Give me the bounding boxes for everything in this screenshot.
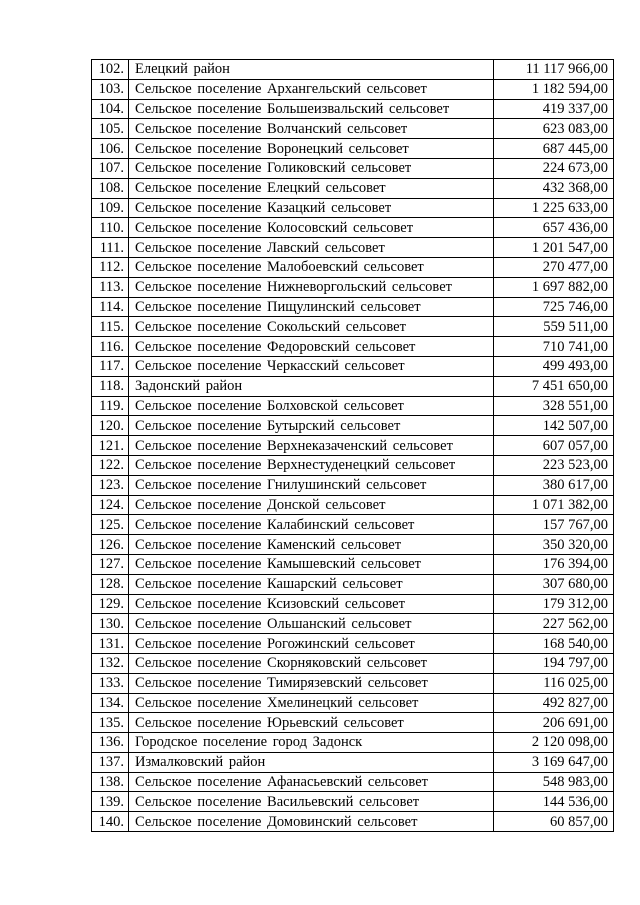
row-name: Сельское поселение Домовинский сельсовет — [129, 812, 494, 832]
table-row — [92, 178, 614, 198]
row-number: 113. — [92, 277, 129, 297]
table-row — [92, 198, 614, 218]
table-row — [92, 614, 614, 634]
table-row — [92, 495, 614, 515]
row-number: 134. — [92, 693, 129, 713]
row-number: 112. — [92, 257, 129, 277]
row-number: 128. — [92, 574, 129, 594]
row-amount: 144 536,00 — [494, 792, 614, 812]
row-name: Сельское поселение Федоровский сельсовет — [129, 337, 494, 357]
row-amount: 168 540,00 — [494, 634, 614, 654]
row-amount: 725 746,00 — [494, 297, 614, 317]
row-name: Сельское поселение Архангельский сельсовет — [129, 79, 494, 99]
row-number: 132. — [92, 653, 129, 673]
row-amount: 1 225 633,00 — [494, 198, 614, 218]
row-name: Сельское поселение Воронецкий сельсовет — [129, 139, 494, 159]
row-name: Сельское поселение Афанасьевский сельсовет — [129, 772, 494, 792]
row-amount: 419 337,00 — [494, 99, 614, 119]
row-amount: 687 445,00 — [494, 139, 614, 159]
row-name: Сельское поселение Кашарский сельсовет — [129, 574, 494, 594]
row-number: 105. — [92, 119, 129, 139]
row-name: Сельское поселение Колосовский сельсовет — [129, 218, 494, 238]
row-name: Сельское поселение Камышевский сельсовет — [129, 554, 494, 574]
row-number: 126. — [92, 535, 129, 555]
row-amount: 1 201 547,00 — [494, 238, 614, 258]
table-row — [92, 554, 614, 574]
row-amount: 350 320,00 — [494, 535, 614, 555]
row-number: 133. — [92, 673, 129, 693]
table-row — [92, 693, 614, 713]
table-row — [92, 79, 614, 99]
row-number: 102. — [92, 60, 129, 80]
table-row — [92, 713, 614, 733]
row-number: 106. — [92, 139, 129, 159]
row-name: Сельское поселение Нижневоргольский сельсовет — [129, 277, 494, 297]
row-amount: 328 551,00 — [494, 396, 614, 416]
row-name: Сельское поселение Рогожинский сельсовет — [129, 634, 494, 654]
table-row — [92, 752, 614, 772]
row-name: Сельское поселение Голиковский сельсовет — [129, 158, 494, 178]
row-amount: 206 691,00 — [494, 713, 614, 733]
table-row — [92, 436, 614, 456]
table-row — [92, 119, 614, 139]
row-number: 115. — [92, 317, 129, 337]
row-name: Сельское поселение Хмелинецкий сельсовет — [129, 693, 494, 713]
row-number: 138. — [92, 772, 129, 792]
table-row — [92, 257, 614, 277]
row-amount: 657 436,00 — [494, 218, 614, 238]
table-row — [92, 772, 614, 792]
row-number: 139. — [92, 792, 129, 812]
table-row — [92, 317, 614, 337]
row-amount: 11 117 966,00 — [494, 60, 614, 80]
table-row — [92, 238, 614, 258]
row-amount: 176 394,00 — [494, 554, 614, 574]
row-name: Сельское поселение Тимирязевский сельсовет — [129, 673, 494, 693]
row-amount: 1 182 594,00 — [494, 79, 614, 99]
row-number: 129. — [92, 594, 129, 614]
row-number: 107. — [92, 158, 129, 178]
row-name: Сельское поселение Лавский сельсовет — [129, 238, 494, 258]
row-name: Сельское поселение Юрьевский сельсовет — [129, 713, 494, 733]
table-row — [92, 396, 614, 416]
row-amount: 270 477,00 — [494, 257, 614, 277]
row-number: 122. — [92, 455, 129, 475]
row-amount: 157 767,00 — [494, 515, 614, 535]
row-number: 117. — [92, 356, 129, 376]
table-row — [92, 60, 614, 80]
row-amount: 710 741,00 — [494, 337, 614, 357]
row-number: 108. — [92, 178, 129, 198]
row-number: 123. — [92, 475, 129, 495]
row-number: 120. — [92, 416, 129, 436]
row-name: Задонский район — [129, 376, 494, 396]
row-number: 119. — [92, 396, 129, 416]
table-row — [92, 574, 614, 594]
row-amount: 142 507,00 — [494, 416, 614, 436]
table-row — [92, 812, 614, 832]
row-amount: 223 523,00 — [494, 455, 614, 475]
row-amount: 7 451 650,00 — [494, 376, 614, 396]
row-name: Сельское поселение Верхнеказаченский сельсовет — [129, 436, 494, 456]
row-amount: 380 617,00 — [494, 475, 614, 495]
row-name: Сельское поселение Болховской сельсовет — [129, 396, 494, 416]
row-amount: 432 368,00 — [494, 178, 614, 198]
row-amount: 2 120 098,00 — [494, 733, 614, 753]
row-number: 124. — [92, 495, 129, 515]
row-number: 125. — [92, 515, 129, 535]
row-amount: 1 697 882,00 — [494, 277, 614, 297]
row-name: Сельское поселение Донской сельсовет — [129, 495, 494, 515]
table-row — [92, 475, 614, 495]
table-row — [92, 218, 614, 238]
row-number: 118. — [92, 376, 129, 396]
row-number: 131. — [92, 634, 129, 654]
row-name: Сельское поселение Ольшанский сельсовет — [129, 614, 494, 634]
table-row — [92, 515, 614, 535]
table-row — [92, 158, 614, 178]
table-row — [92, 356, 614, 376]
table-row — [92, 277, 614, 297]
row-name: Сельское поселение Скорняковский сельсовет — [129, 653, 494, 673]
row-amount: 116 025,00 — [494, 673, 614, 693]
row-name: Сельское поселение Казацкий сельсовет — [129, 198, 494, 218]
row-amount: 307 680,00 — [494, 574, 614, 594]
table-row — [92, 535, 614, 555]
table-row — [92, 594, 614, 614]
row-name: Сельское поселение Волчанский сельсовет — [129, 119, 494, 139]
row-number: 135. — [92, 713, 129, 733]
row-number: 109. — [92, 198, 129, 218]
table-row — [92, 733, 614, 753]
row-name: Городское поселение город Задонск — [129, 733, 494, 753]
row-amount: 60 857,00 — [494, 812, 614, 832]
table-row — [92, 99, 614, 119]
row-name: Сельское поселение Васильевский сельсовет — [129, 792, 494, 812]
row-number: 130. — [92, 614, 129, 634]
row-name: Сельское поселение Каменский сельсовет — [129, 535, 494, 555]
row-name: Сельское поселение Малобоевский сельсовет — [129, 257, 494, 277]
row-amount: 499 493,00 — [494, 356, 614, 376]
table-row — [92, 297, 614, 317]
row-number: 137. — [92, 752, 129, 772]
row-amount: 3 169 647,00 — [494, 752, 614, 772]
table-row — [92, 337, 614, 357]
row-name: Сельское поселение Бутырский сельсовет — [129, 416, 494, 436]
row-name: Измалковский район — [129, 752, 494, 772]
row-amount: 179 312,00 — [494, 594, 614, 614]
row-amount: 194 797,00 — [494, 653, 614, 673]
table-row — [92, 376, 614, 396]
table-row — [92, 634, 614, 654]
row-number: 116. — [92, 337, 129, 357]
row-name: Елецкий район — [129, 60, 494, 80]
row-number: 136. — [92, 733, 129, 753]
row-amount: 224 673,00 — [494, 158, 614, 178]
row-number: 103. — [92, 79, 129, 99]
table-row — [92, 455, 614, 475]
row-number: 110. — [92, 218, 129, 238]
row-amount: 1 071 382,00 — [494, 495, 614, 515]
table-row — [92, 653, 614, 673]
row-number: 121. — [92, 436, 129, 456]
row-amount: 492 827,00 — [494, 693, 614, 713]
row-amount: 548 983,00 — [494, 772, 614, 792]
row-name: Сельское поселение Черкасский сельсовет — [129, 356, 494, 376]
row-name: Сельское поселение Пищулинский сельсовет — [129, 297, 494, 317]
row-number: 127. — [92, 554, 129, 574]
row-name: Сельское поселение Калабинский сельсовет — [129, 515, 494, 535]
row-name: Сельское поселение Верхнестуденецкий сельсовет — [129, 455, 494, 475]
row-amount: 607 057,00 — [494, 436, 614, 456]
table-row — [92, 416, 614, 436]
row-number: 114. — [92, 297, 129, 317]
budget-allocation-table — [91, 59, 614, 832]
table-row — [92, 673, 614, 693]
row-number: 140. — [92, 812, 129, 832]
table-row — [92, 792, 614, 812]
row-name: Сельское поселение Ксизовский сельсовет — [129, 594, 494, 614]
row-amount: 623 083,00 — [494, 119, 614, 139]
row-number: 104. — [92, 99, 129, 119]
row-name: Сельское поселение Елецкий сельсовет — [129, 178, 494, 198]
row-amount: 227 562,00 — [494, 614, 614, 634]
table-body — [92, 60, 614, 832]
row-name: Сельское поселение Гнилушинский сельсовет — [129, 475, 494, 495]
table-row — [92, 139, 614, 159]
row-number: 111. — [92, 238, 129, 258]
row-name: Сельское поселение Сокольский сельсовет — [129, 317, 494, 337]
row-amount: 559 511,00 — [494, 317, 614, 337]
row-name: Сельское поселение Большеизвальский сельсовет — [129, 99, 494, 119]
